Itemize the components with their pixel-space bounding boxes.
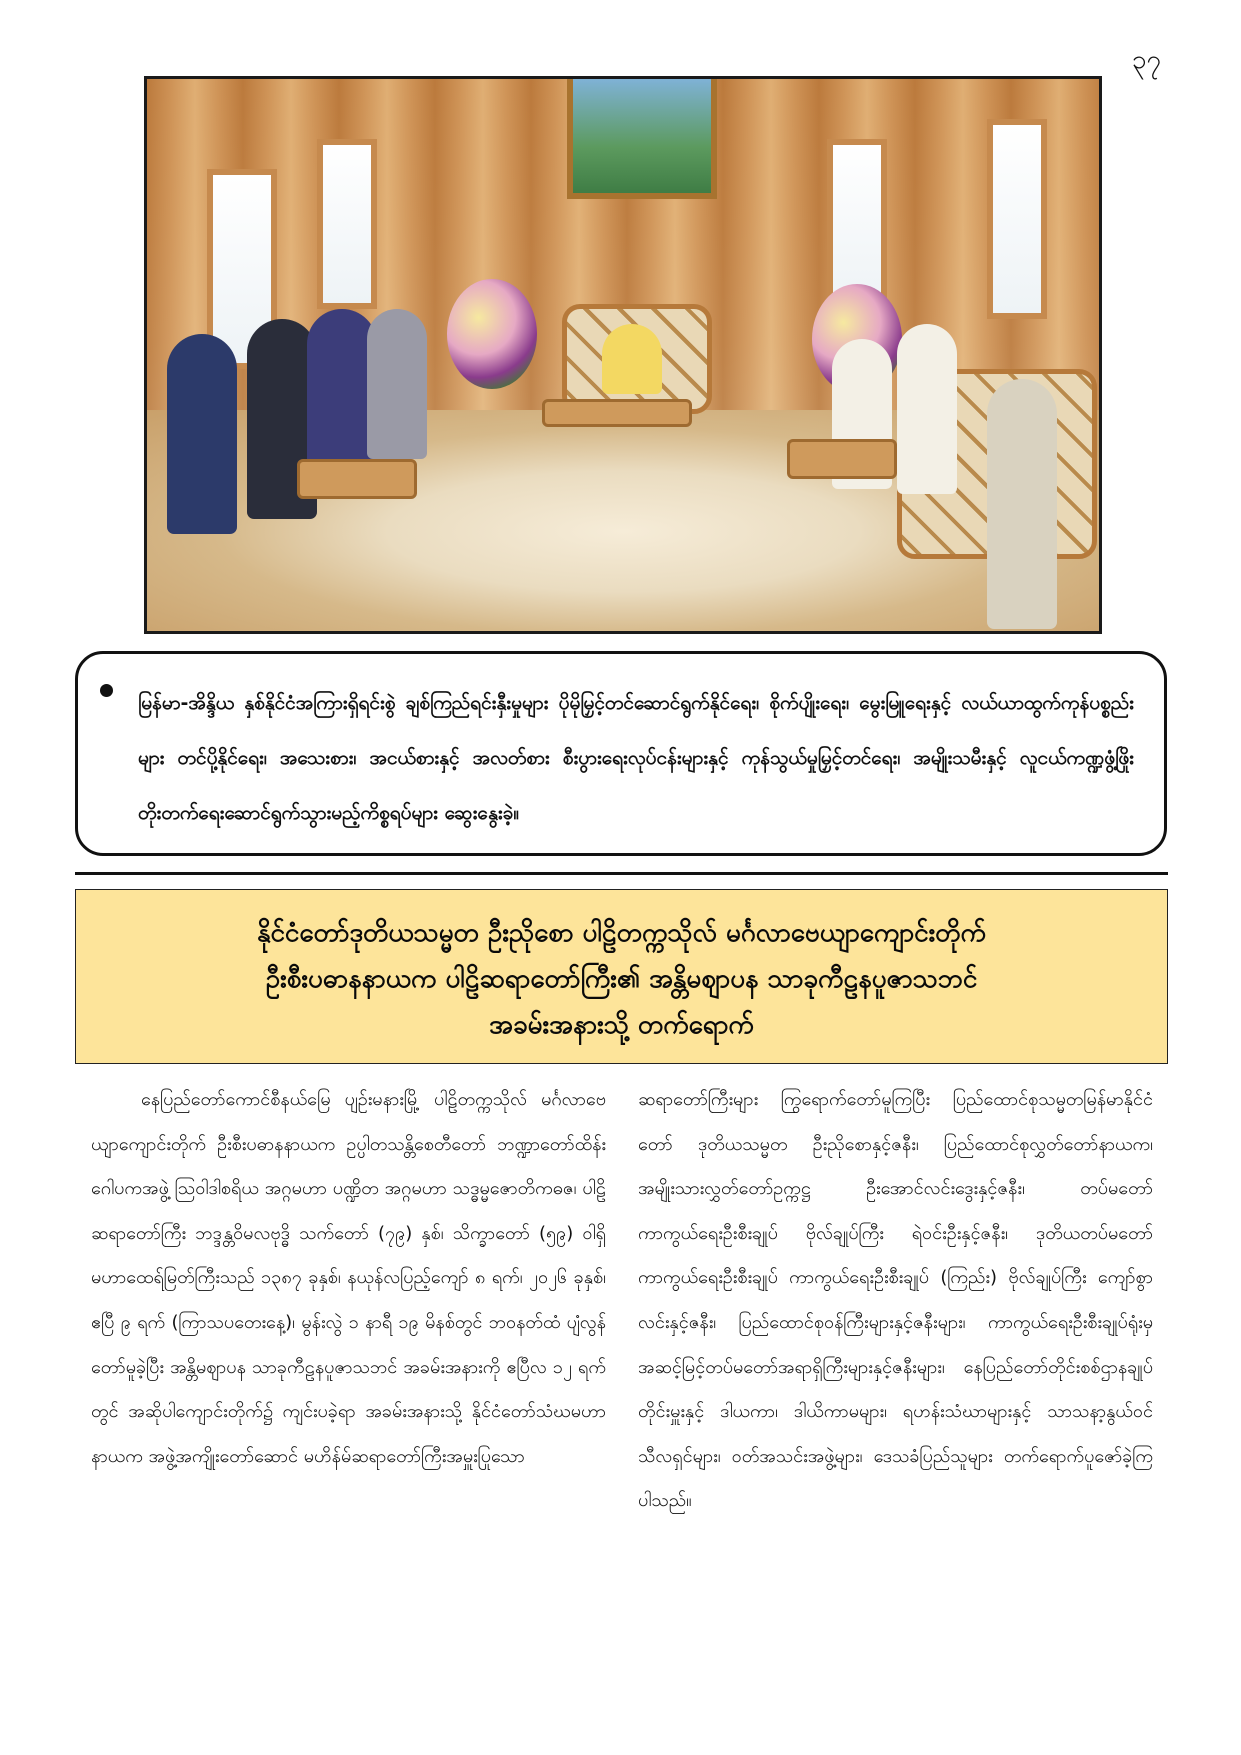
headline-box bbox=[75, 889, 1168, 1064]
photo-side-table bbox=[297, 459, 417, 499]
bullet-icon bbox=[100, 684, 113, 697]
headline-line-3: အခမ်းအနားသို့ တက်ရောက် bbox=[489, 1010, 754, 1040]
meeting-photo bbox=[144, 76, 1102, 634]
photo-guest bbox=[897, 324, 957, 494]
headline-line-1: နိုင်ငံတော်ဒုတိယသမ္မတ ဦးညိုစော ပါဠိတက္ကသိုလ် မင်္ဂလာဗေယျာကျောင်းတိုက် bbox=[257, 918, 986, 948]
photo-guest bbox=[367, 309, 427, 459]
article-body-left-column: နေပြည်တော်ကောင်စီနယ်မြေ ပျဉ်းမနားမြို့ ပါဠိတက္ကသိုလ် မင်္ဂလာဗေယျာကျောင်းတိုက် ဦးစီးပဓာနနာယက ဥပ္ပါတသန္တိစေတီတော် ဘဏ္ဍာတော်ထိန်းဂေါပကအဖွဲ့ ဩဝါဒါစရိယ အဂ္ဂမဟာ ပဏ္ဍိတ အဂ္ဂမဟာ သဒ္ဓမ္မဇောတိကဓဇ၊ ပါဠိဆရာတော်ကြီး ဘဒ္ဒန္တဝိမလဗုဒ္ဓိ သက်တော် (၇၉) နှစ်၊ သိက္ခာတော် (၅၉) ဝါရှိ မဟာထေရ်မြတ်ကြီးသည် ၁၃၈၇ ခုနှစ်၊ နယုန်လပြည့်ကျော် ၈ ရက်၊ ၂၀၂၆ ခုနှစ်၊ ဧပြီ ၉ ရက် (ကြာသပတေးနေ့)၊ မွန်းလွဲ ၁ နာရီ ၁၉ မိနစ်တွင် ဘဝနတ်ထံ ပျံလွန်တော်မူခဲ့ပြီး အန္တိမဈာပန သာခုကီဠနပူဇာသဘင် အခမ်းအနားကို ဧပြီလ ၁၂ ရက်တွင် အဆိုပါကျောင်းတိုက်၌ ကျင်းပခဲ့ရာ အခမ်းအနားသို့ နိုင်ငံတော်သံဃမဟာနာယက အဖွဲ့အကျိုးတော်ဆောင် မဟိန်မ်ဆရာတော်ကြီးအမှူးပြုသော bbox=[91, 1089, 606, 1467]
photo-guest bbox=[987, 379, 1057, 629]
photo-guest bbox=[167, 334, 237, 534]
page-number: ၃၇ bbox=[1131, 45, 1161, 75]
photo-window bbox=[987, 119, 1047, 319]
caption-box bbox=[75, 651, 1167, 856]
photo-flowers bbox=[447, 279, 537, 389]
photo-side-table bbox=[787, 439, 897, 479]
photo-host bbox=[602, 324, 662, 394]
section-divider bbox=[75, 872, 1168, 875]
article-body-right-column: ဆရာတော်ကြီးများ ကြွရောက်တော်မူကြပြီး ပြည်ထောင်စုသမ္မတမြန်မာနိုင်ငံတော် ဒုတိယသမ္မတ ဦးညိုစောနှင့်ဇနီး၊ ပြည်ထောင်စုလွှတ်တော်နာယက၊ အမျိုးသားလွှတ်တော်ဥက္ကဋ္ဌ ဦးအောင်လင်းဒွေးနှင့်ဇနီး၊ တပ်မတော်ကာကွယ်ရေးဦးစီးချုပ် ဗိုလ်ချုပ်ကြီး ရဲဝင်းဦးနှင့်ဇနီး၊ ဒုတိယတပ်မတော်ကာကွယ်ရေးဦးစီးချုပ် ကာကွယ်ရေးဦးစီးချုပ် (ကြည်း) ဗိုလ်ချုပ်ကြီး ကျော်စွာလင်းနှင့်ဇနီး၊ ပြည်ထောင်စုဝန်ကြီးများနှင့်ဇနီးများ၊ ကာကွယ်ရေးဦးစီးချုပ်ရုံးမှ အဆင့်မြင့်တပ်မတော်အရာရှိကြီးများနှင့်ဇနီးများ၊ နေပြည်တော်တိုင်းစစ်ဌာနချုပ်တိုင်းမှူးနှင့် ဒါယကာ၊ ဒါယိကာမများ၊ ရဟန်းသံဃာများနှင့် သာသနာ့နွယ်ဝင်သီလရှင်များ၊ ဝတ်အသင်းအဖွဲ့များ၊ ဒေသခံပြည်သူများ တက်ရောက်ပူဇော်ခဲ့ကြပါသည်။ bbox=[638, 1089, 1153, 1512]
photo-caption: မြန်မာ-အိန္ဒိယ နှစ်နိုင်ငံအကြားရှိရင်းစွဲ ချစ်ကြည်ရင်းနှီးမှုများ ပိုမိုမြှင့်တင်ဆောင်ရွက်နိုင်ရေး၊ စိုက်ပျိုးရေး၊ မွေးမြူရေးနှင့် လယ်ယာထွက်ကုန်ပစ္စည်းများ တင်ပို့နိုင်ရေး၊ အသေးစား၊ အငယ်စားနှင့် အလတ်စား စီးပွားရေးလုပ်ငန်းများနှင့် ကုန်သွယ်မှုမြှင့်တင်ရေး၊ အမျိုးသမီးနှင့် လူငယ်ကဏ္ဍဖွံ့ဖြိုးတိုးတက်ရေးဆောင်ရွက်သွားမည့်ကိစ္စရပ်များ ဆွေးနွေးခဲ့။ bbox=[138, 692, 1134, 824]
headline-line-2: ဦးစီးပဓာနနာယက ပါဠိဆရာတော်ကြီး၏ အန္တိမဈာပန သာခုကီဠနပူဇာသဘင် bbox=[265, 964, 978, 994]
photo-center-table bbox=[542, 399, 692, 427]
photo-painting bbox=[567, 79, 717, 199]
photo-window bbox=[317, 139, 377, 309]
